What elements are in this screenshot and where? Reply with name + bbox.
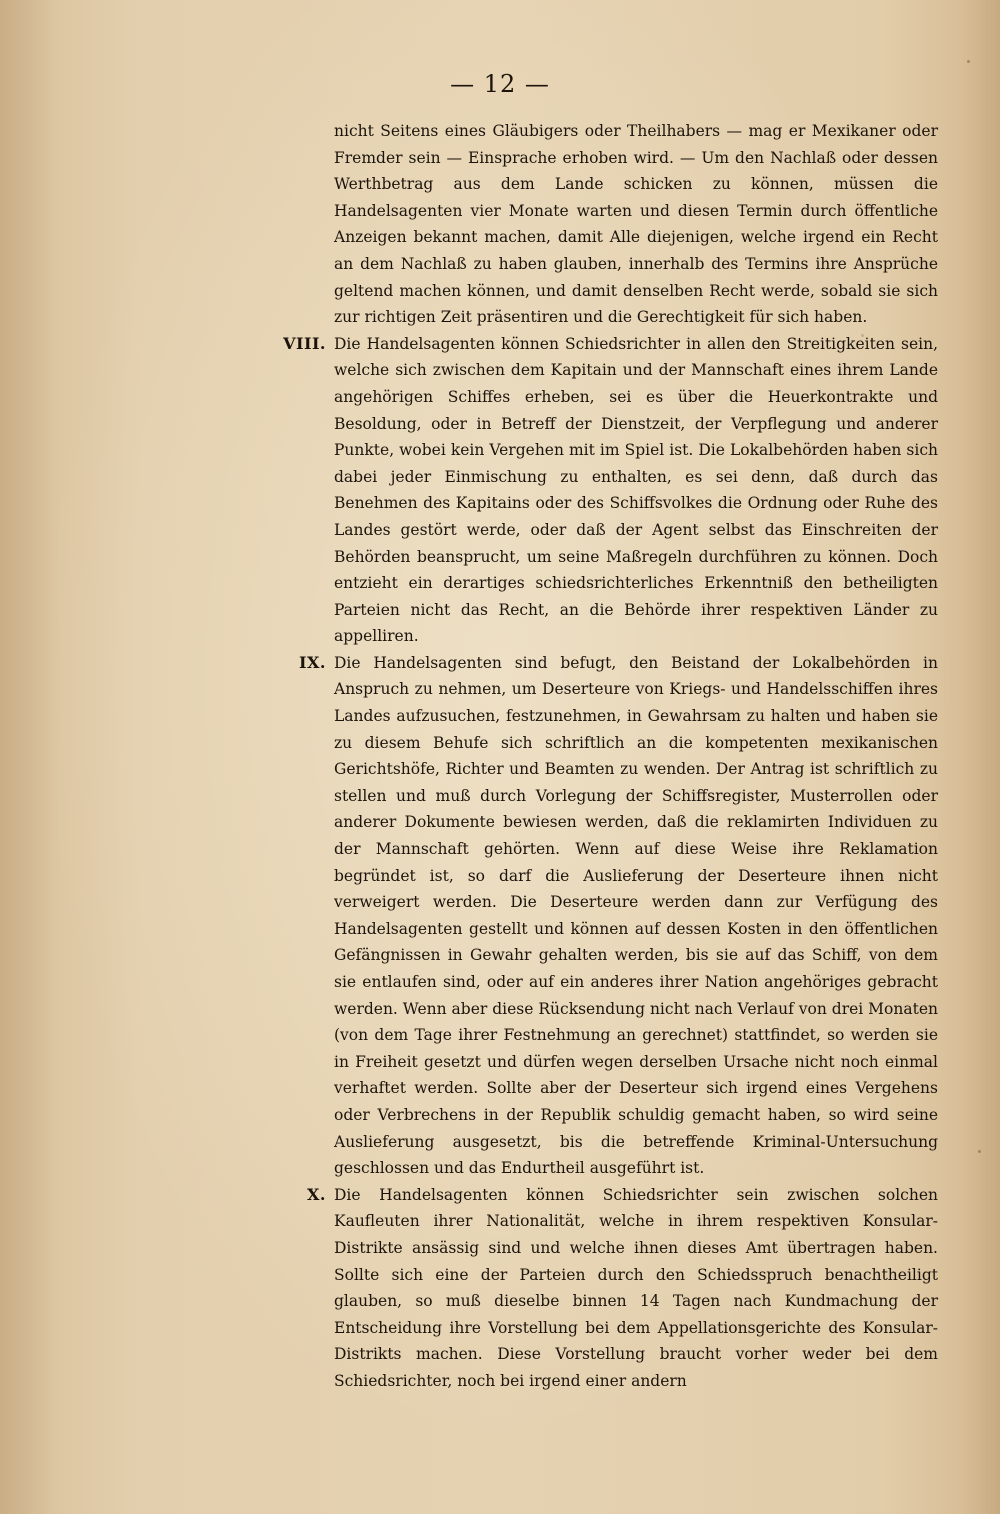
paragraph-text: Die Handelsagenten können Schiedsrichter in allen den Streitigkeiten sein, welche sich zwischen dem Kapitain und der Mannschaft eines ihrem Lande angehörigen Schiffes erheben, sei es über die Heuerkontrakte und Besoldung, oder in Betreff der Dienstzeit, der Verpflegung und anderer Punkte, wobei kein Vergehen mit im Spiel ist. Die Lokalbehörden haben sich dabei jeder Einmischung zu enthalten, es sei denn, daß durch das Benehmen des Kapitains oder des Schiffsvolkes die Ordnung oder Ruhe des Landes gestört werde, oder daß der Agent selbst das Einschreiten der Behörden beansprucht, um seine Maßregeln durchführen zu können. Doch entzieht ein derartiges schiedsrichterliches Erkenntniß den betheiligten Parteien nicht das Recht, an die Behörde ihrer respektiven Länder zu appelliren. — [334, 334, 938, 646]
body-text — [283, 118, 938, 1395]
article-x — [307, 1182, 938, 1395]
article-viii — [283, 331, 938, 650]
paper-speck — [978, 1150, 981, 1153]
paragraph-text: Die Handelsagenten sind befugt, den Beistand der Lokalbehörden in Anspruch zu nehmen, um Deserteure von Kriegs- und Handelsschiffen ihres Landes aufzusuchen, festzunehmen, in Gewahrsam zu halten und haben sie zu diesem Behufe sich schriftlich an die kompetenten mexikanischen Gerichtshöfe, Richter und Beamten zu wenden. Der Antrag ist schriftlich zu stellen und muß durch Vorlegung der Schiffsregister, Musterrollen oder anderer Dokumente bewiesen werden, daß die reklamirten Individuen zu der Mannschaft gehörten. Wenn auf diese Weise ihre Reklamation begründet ist, so darf die Auslieferung der Deserteure ihnen nicht verweigert werden. Die Deserteure werden dann zur Verfügung des Handelsagenten gestellt und können auf dessen Kosten in den öffentlichen Gefängnissen in Gewahr gehalten werden, bis sie auf das Schiff, von dem sie entlaufen sind, oder auf ein anderes ihrer Nation angehöriges gebracht werden. Wenn aber diese Rücksendung nicht nach Verlauf von drei Monaten (von dem Tage ihrer Festnehmung an gerechnet) stattfindet, so werden sie in Freiheit gesetzt und dürfen wegen derselben Ursache nicht noch einmal verhaftet werden. Sollte aber der Deserteur sich irgend eines Vergehens oder Verbrechens in der Republik schuldig gemacht haben, so wird seine Auslieferung ausgesetzt, bis die betreffende Kriminal-Untersuchung geschlossen und das Endurtheil ausgeführt ist. — [334, 653, 938, 1178]
article-numeral: VIII. — [283, 333, 326, 353]
paper-speck — [967, 60, 970, 63]
paragraph-text: nicht Seitens eines Gläubigers oder Theilhabers — mag er Mexikaner oder Fremder sein — Einsprache erhoben wird. — Um den Nachlaß oder dessen Werthbetrag aus dem Lande schicken zu können, müssen die Handelsagenten vier Monate warten und diesen Termin durch öffentliche Anzeigen bekannt machen, damit Alle diejenigen, welche irgend ein Recht an dem Nachlaß zu haben glauben, innerhalb des Termins ihre Ansprüche geltend machen können, und damit denselben Recht werde, sobald sie sich zur richtigen Zeit präsentiren und die Gerechtigkeit für sich haben. — [334, 122, 938, 327]
paragraph-text: Die Handelsagenten können Schiedsrichter sein zwischen solchen Kaufleuten ihrer Nationalität, welche in ihrem respektiven Konsular-Distrikte ansässig sind und welche ihnen dieses Amt übertragen haben. Sollte sich eine der Parteien durch den Schiedsspruch benachtheiligt glauben, so muß dieselbe binnen 14 Tagen nach Kundmachung der Entscheidung ihre Vorstellung bei dem Appellationsgerichte des Konsular-Distrikts machen. Diese Vorstellung braucht vorher weder bei dem Schiedsrichter, noch bei irgend einer andern — [334, 1185, 938, 1390]
article-numeral: X. — [307, 1184, 326, 1204]
paper-speck — [861, 334, 864, 337]
article-ix — [299, 650, 938, 1182]
article-numeral: IX. — [299, 652, 326, 672]
paragraph-continued — [334, 118, 938, 331]
page-number: — 12 — — [450, 70, 550, 98]
